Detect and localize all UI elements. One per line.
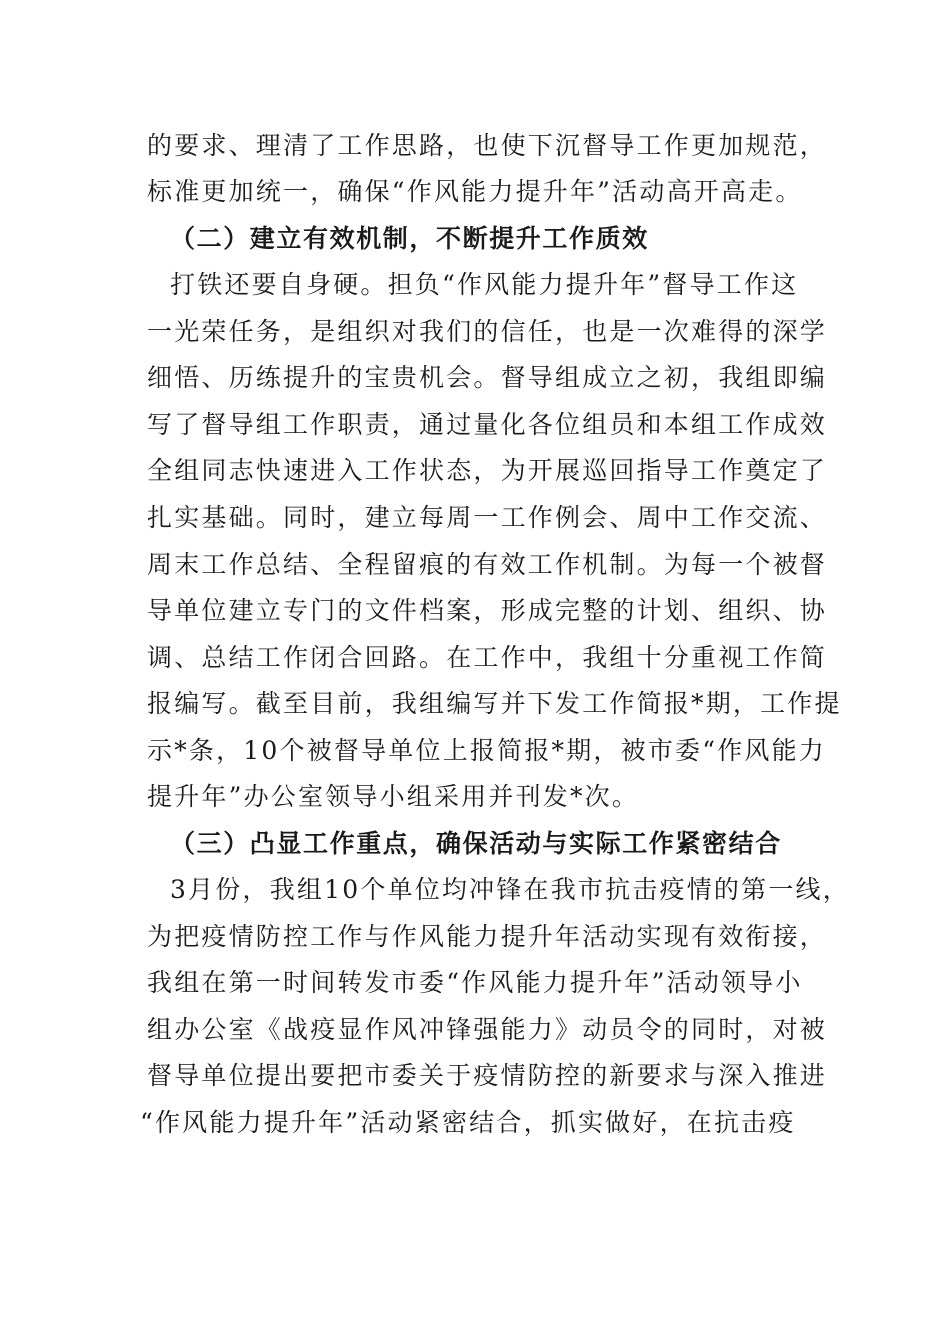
body-line-7: 全组同志快速进入工作状态，为开展巡回指导工作奠定了 <box>147 456 828 485</box>
body-line-5: 细悟、历练提升的宝贵机会。督导组成立之初，我组即编 <box>147 363 828 392</box>
body-line-18: 组办公室《战疫显作风冲锋强能力》动员令的同时，对被 <box>147 1015 828 1044</box>
body-line-10: 导单位建立专门的文件档案，形成完整的计划、组织、协 <box>147 596 828 625</box>
body-line-8: 扎实基础。同时，建立每周一工作例会、周中工作交流、 <box>147 503 828 532</box>
body-line-15: 3月份，我组10个单位均冲锋在我市抗击疫情的第一线， <box>170 875 850 904</box>
body-line-3: 打铁还要自身硬。担负“作风能力提升年”督导工作这 <box>170 270 799 299</box>
body-line-12: 报编写。截至目前，我组编写并下发工作简报*期，工作提 <box>147 689 842 718</box>
body-line-9: 周末工作总结、全程留痕的有效工作机制。为每一个被督 <box>147 550 828 579</box>
section-heading-3: （三）凸显工作重点，确保活动与实际工作紧密结合 <box>170 829 782 858</box>
section-heading-2: （二）建立有效机制，不断提升工作质效 <box>170 224 649 253</box>
body-line-16: 为把疫情防控工作与作风能力提升年活动实现有效衔接， <box>147 922 828 951</box>
body-line-20: “作风能力提升年”活动紧密结合，抓实做好，在抗击疫 <box>140 1108 796 1137</box>
body-line-11: 调、总结工作闭合回路。在工作中，我组十分重视工作简 <box>147 643 828 672</box>
body-line-1: 的要求、理清了工作思路，也使下沉督导工作更加规范， <box>147 131 828 160</box>
body-line-13: 示*条，10个被督导单位上报简报*期，被市委“作风能力 <box>147 736 826 765</box>
body-line-6: 写了督导组工作职责，通过量化各位组员和本组工作成效 <box>147 410 828 439</box>
body-line-19: 督导单位提出要把市委关于疫情防控的新要求与深入推进 <box>147 1061 828 1090</box>
body-line-17: 我组在第一时间转发市委“作风能力提升年”活动领导小 <box>147 968 803 997</box>
body-line-2: 标准更加统一，确保“作风能力提升年”活动高开高走。 <box>147 177 803 206</box>
body-line-14: 提升年”办公室领导小组采用并刊发*次。 <box>147 782 640 811</box>
body-line-4: 一光荣任务，是组织对我们的信任，也是一次难得的深学 <box>147 317 828 346</box>
